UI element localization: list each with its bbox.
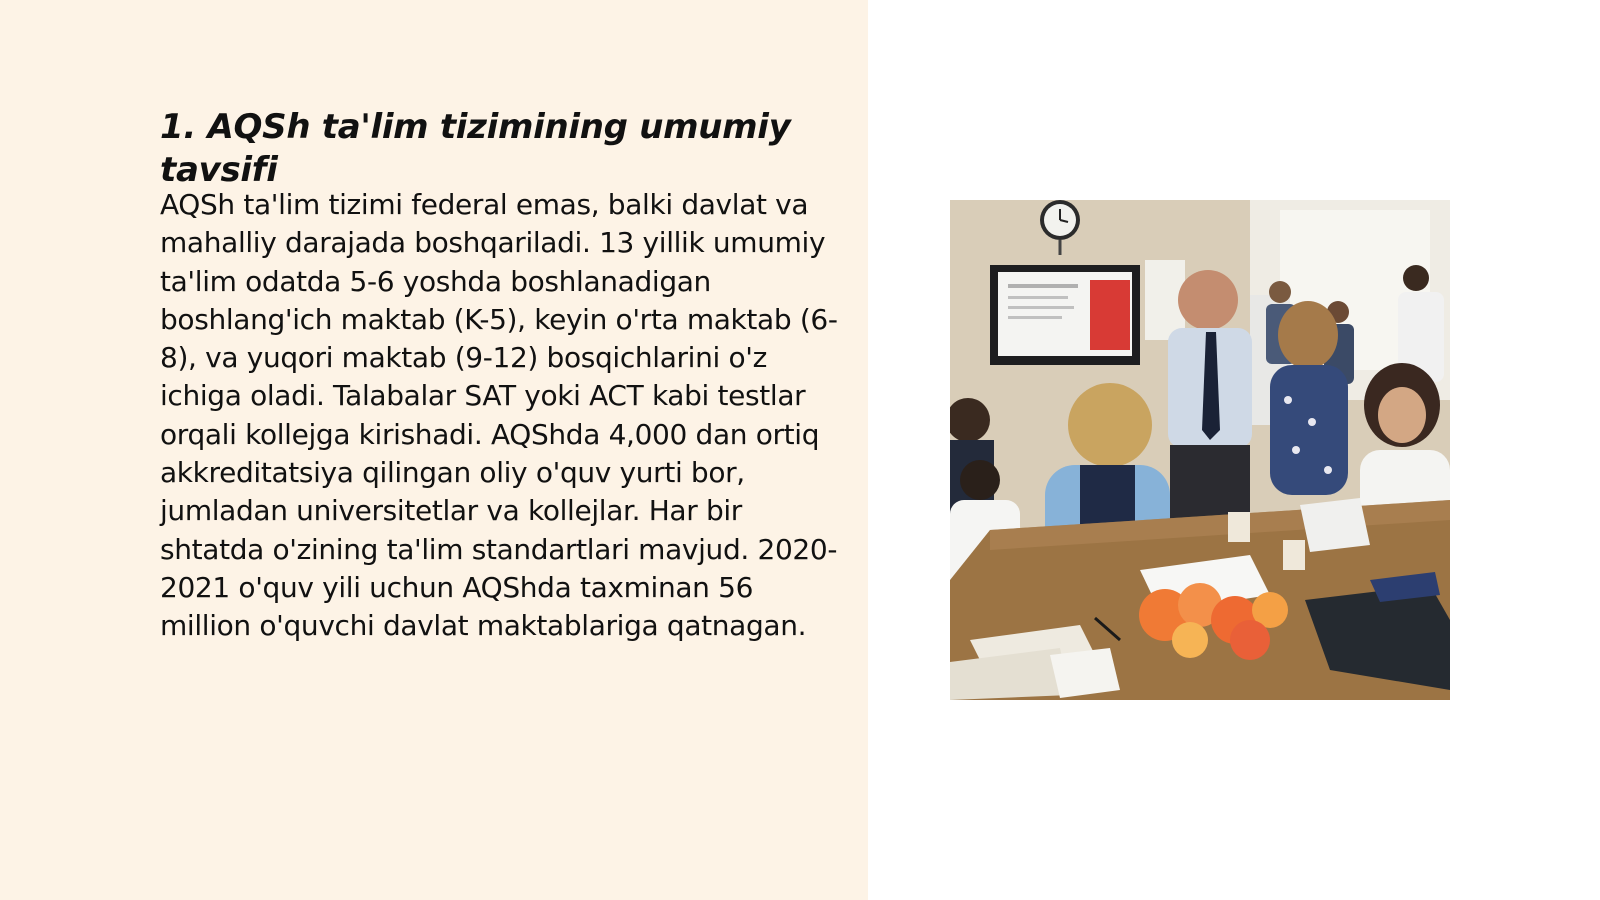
slide-title: 1. AQSh ta'lim tizimining umumiy tavsifi	[160, 107, 791, 190]
slide-body-text: AQSh ta'lim tizimi federal emas, balki davlat va mahalliy darajada boshqariladi. 13 yillik umumiy ta'lim odatda 5-6 yoshda boshlanadigan boshlang'ich maktab (K-5), keyin o'rta maktab (6-8), va yuqori maktab (9-12) bosqichlarini o'z ichiga oladi. Talabalar SAT yoki ACT kabi testlar orqali kollejga kirishadi. AQShda 4,000 dan ortiq akkreditatsiya qilingan oliy o'quv yurti bor, jumladan universitetlar va kollejlar. Har bir shtatda o'zining ta'lim standartlari mavjud. 2020-2021 o'quv yili uchun AQShda taxminan 56 million o'quvchi davlat maktablariga qatnagan.	[160, 188, 838, 643]
classroom-photo-illustration	[950, 200, 1450, 700]
classroom-photo	[950, 200, 1450, 700]
